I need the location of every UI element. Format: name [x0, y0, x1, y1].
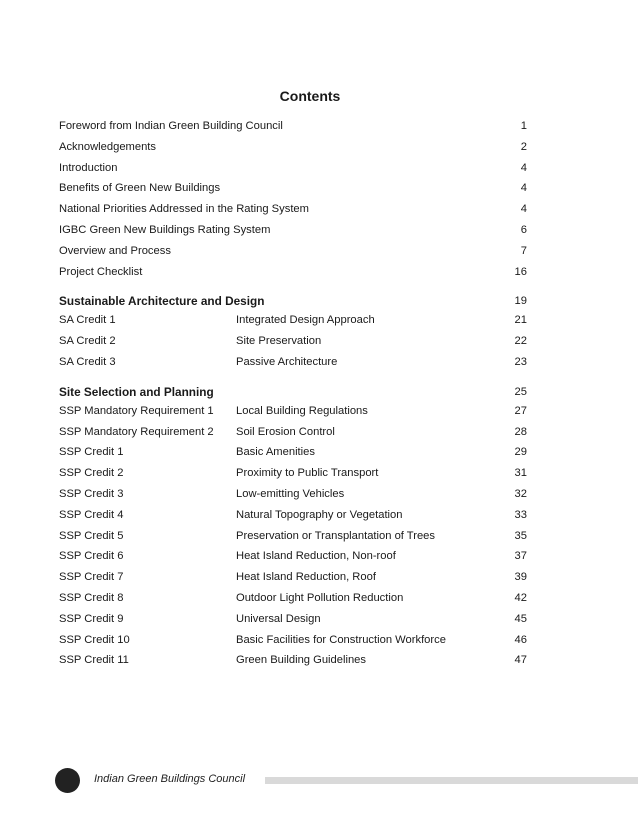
footer-circle-icon [55, 768, 80, 793]
credit-page: 33 [514, 508, 527, 521]
credit-name: Local Building Regulations [236, 404, 368, 417]
toc-entry-page: 16 [514, 265, 527, 278]
toc-credit-entry[interactable] [59, 463, 527, 484]
credit-page: 22 [514, 335, 527, 348]
credit-name: Proximity to Public Transport [236, 467, 379, 480]
intro-section [59, 116, 527, 282]
credit-page: 28 [514, 425, 527, 438]
credit-code: SA Credit 2 [59, 335, 116, 348]
toc-entry-label: Introduction [59, 161, 118, 174]
toc-credit-entry[interactable] [59, 650, 527, 671]
credit-name: Low-emitting Vehicles [236, 487, 345, 500]
toc-credit-entry[interactable] [59, 352, 527, 373]
credit-code: SSP Credit 11 [59, 654, 129, 667]
credit-page: 42 [514, 591, 527, 604]
credit-code: SSP Mandatory Requirement 1 [59, 404, 214, 417]
toc-entry[interactable] [59, 241, 527, 262]
credit-code: SSP Credit 3 [59, 487, 124, 500]
toc-entry-label: Overview and Process [59, 244, 171, 257]
credit-page: 31 [514, 467, 527, 480]
toc-entry[interactable] [59, 220, 527, 241]
toc-entry-label: Project Checklist [59, 265, 143, 278]
credit-code: SSP Credit 6 [59, 550, 124, 563]
credit-code: SSP Credit 10 [59, 633, 130, 646]
toc-entry-page: 4 [520, 161, 527, 174]
credit-name: Heat Island Reduction, Roof [236, 571, 376, 584]
toc-entry-label: Acknowledgements [59, 140, 157, 153]
credit-name: Basic Amenities [236, 446, 315, 459]
toc-credit-entry[interactable] [59, 401, 527, 422]
toc-entry-label: Benefits of Green New Buildings [59, 182, 221, 195]
section-page-number: 19 [514, 295, 527, 308]
credit-name: Site Preservation [236, 335, 322, 348]
table-of-contents [59, 116, 527, 671]
credit-page: 47 [514, 654, 527, 667]
credit-page: 39 [514, 571, 527, 584]
toc-entry-label: Foreword from Indian Green Building Council [59, 120, 283, 132]
toc-entry-page: 4 [520, 203, 527, 216]
credit-name: Integrated Design Approach [236, 314, 375, 327]
toc-entry-page: 4 [520, 182, 527, 195]
toc-entry-label: IGBC Green New Buildings Rating System [59, 223, 271, 236]
credit-code: SSP Credit 9 [59, 612, 124, 625]
ssp-credit-list [59, 401, 527, 671]
credit-name: Soil Erosion Control [236, 425, 335, 438]
toc-credit-entry[interactable] [59, 442, 527, 463]
credit-name: Green Building Guidelines [236, 654, 366, 667]
section-title: Site Selection and Planning [59, 384, 214, 399]
toc-credit-entry[interactable] [59, 484, 527, 505]
credit-name: Natural Topography or Vegetation [236, 508, 403, 521]
credit-code: SSP Credit 2 [59, 467, 124, 480]
toc-credit-entry[interactable] [59, 567, 527, 588]
toc-credit-entry[interactable] [59, 526, 527, 547]
credit-page: 32 [514, 487, 527, 500]
toc-entry-page: 6 [520, 223, 527, 236]
footer-org-name: Indian Green Buildings Council [94, 773, 246, 785]
credit-name: Basic Facilities for Construction Workforce [236, 633, 446, 646]
toc-credit-entry[interactable] [59, 588, 527, 609]
credit-page: 45 [514, 612, 527, 625]
toc-entry[interactable] [59, 158, 527, 179]
credit-name: Passive Architecture [236, 355, 338, 368]
toc-entry[interactable] [59, 262, 527, 283]
credit-code: SSP Credit 8 [59, 591, 124, 604]
sa-credit-list [59, 310, 527, 372]
credit-code: SA Credit 1 [59, 314, 116, 327]
toc-credit-entry[interactable] [59, 546, 527, 567]
section-title: Sustainable Architecture and Design [59, 294, 265, 309]
toc-entry-page: 2 [520, 140, 527, 153]
credit-name: Heat Island Reduction, Non-roof [236, 550, 396, 563]
credit-page: 27 [514, 404, 527, 417]
credit-page: 37 [514, 550, 527, 563]
credit-page: 46 [514, 633, 527, 646]
toc-credit-entry[interactable] [59, 609, 527, 630]
credit-code: SSP Credit 1 [59, 446, 124, 459]
credit-page: 29 [514, 446, 527, 459]
toc-entry-page: 1 [520, 120, 527, 132]
toc-credit-entry[interactable] [59, 331, 527, 352]
toc-entry[interactable] [59, 137, 527, 158]
toc-entry-label: National Priorities Addressed in the Rating System [59, 203, 309, 216]
section-page-number: 25 [514, 385, 527, 398]
credit-code: SA Credit 3 [59, 355, 116, 368]
toc-entry[interactable] [59, 199, 527, 220]
toc-entry-page: 7 [520, 244, 527, 257]
toc-credit-entry[interactable] [59, 630, 527, 651]
credit-name: Preservation or Transplantation of Trees [236, 529, 435, 542]
credit-code: SSP Mandatory Requirement 2 [59, 425, 214, 438]
credit-page: 35 [514, 529, 527, 542]
credit-name: Universal Design [236, 612, 321, 625]
credit-code: SSP Credit 5 [59, 529, 124, 542]
section-heading-ssp [59, 375, 527, 401]
page-title: Contents [279, 88, 341, 104]
credit-code: SSP Credit 4 [59, 508, 124, 521]
section-heading-sa [59, 284, 527, 310]
credit-page: 21 [514, 314, 527, 327]
toc-credit-entry[interactable] [59, 422, 527, 443]
toc-credit-entry[interactable] [59, 310, 527, 331]
toc-entry[interactable] [59, 178, 527, 199]
toc-credit-entry[interactable] [59, 505, 527, 526]
credit-page: 23 [514, 355, 527, 368]
credit-name: Outdoor Light Pollution Reduction [236, 591, 404, 604]
toc-entry[interactable] [59, 116, 527, 137]
footer-divider-bar [265, 777, 638, 784]
credit-code: SSP Credit 7 [59, 571, 124, 584]
